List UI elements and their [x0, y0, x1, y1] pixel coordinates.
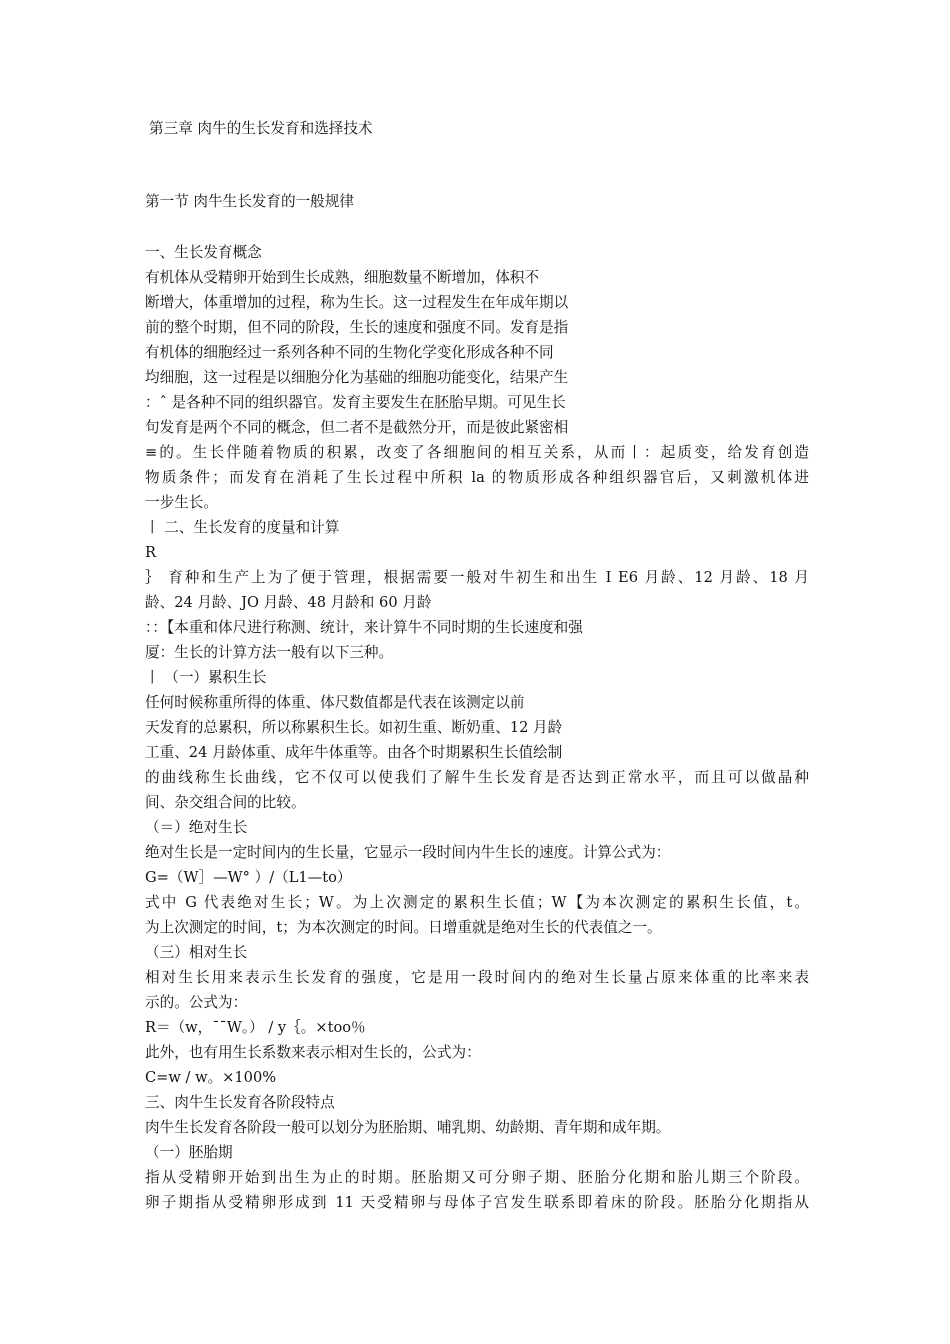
heading-cumulative-growth: 丨 （一）累积生长 — [145, 669, 267, 686]
paragraph-line: ≡的。生长伴随着物质的积累，改变了各细胞间的相互关系，从而丨：起质变，给发育创造 — [145, 444, 809, 461]
paragraph-line: 有机体的细胞经过一系列各种不同的生物化学变化形成各种不同 — [145, 344, 554, 361]
paragraph-line: 前的整个时期，但不同的阶段，生长的速度和强度不同。发育是指 — [145, 319, 569, 336]
paragraph-line: 龄、24 月龄、JO 月龄、48 月龄和 60 月龄 — [145, 594, 432, 611]
paragraph-line: 示的。公式为： — [145, 994, 248, 1011]
formula-absolute-growth: G=（W］—W° ）/（L1—to） — [145, 869, 352, 886]
paragraph-line: 工重、24 月龄体重、成年牛体重等。由各个时期累积生长值绘制 — [145, 744, 563, 761]
formula-relative-growth: R＝（w，¯¯W。） / y｛。×too％ — [145, 1019, 366, 1036]
paragraph-line: 断增大，体重增加的过程，称为生长。这一过程发生在年成年期以 — [145, 294, 569, 311]
paragraph-line: 绝对生长是一定时间内的生长量，它显示一段时间内牛生长的速度。计算公式为： — [145, 844, 671, 861]
paragraph-line: 的曲线称生长曲线，它不仅可以使我们了解牛生长发育是否达到正常水平，而且可以做晶种 — [145, 769, 809, 786]
paragraph-line: 一步生长。 — [145, 494, 218, 511]
heading-growth-stages: 三、肉牛生长发育各阶段特点 — [145, 1094, 335, 1111]
chapter-title: 第三章 肉牛的生长发育和选择技术 — [149, 120, 373, 137]
paragraph-line: 厦：生长的计算方法一般有以下三种。 — [145, 644, 394, 661]
paragraph-line: ：ˆ 是各种不同的组织器官。发育主要发生在胚胎早期。可见生长 — [145, 394, 566, 411]
heading-growth-concept: 一、生长发育概念 — [145, 244, 262, 261]
paragraph-line: 均细胞，这一过程是以细胞分化为基础的细胞功能变化，结果产生 — [145, 369, 569, 386]
formula-growth-coefficient: C=w / w。×100% — [145, 1069, 277, 1086]
paragraph-line: 式中 G 代表绝对生长；W。为上次测定的累积生长值；W【为本次测定的累积生长值，t。 — [145, 894, 809, 911]
paragraph-line: ：：【本重和体尺进行称测、统计，来计算牛不同时期的生长速度和强 — [145, 619, 583, 636]
heading-measurement: 丨 二、生长发育的度量和计算 — [145, 519, 340, 536]
paragraph-line: 物质条件；而发育在消耗了生长过程中所积 la 的物质形成各种组织器官后，又刺激机体进 — [145, 469, 809, 486]
paragraph-line: R — [145, 544, 156, 561]
paragraph-line: 为上次测定的时间，t；为本次测定的时间。日增重就是绝对生长的代表值之一。 — [145, 919, 662, 936]
paragraph-line: ｝ 育种和生产上为了便于管理，根据需要一般对牛初生和出生 I E6 月龄、12 月龄、18 月 — [145, 569, 809, 586]
heading-absolute-growth: （＝）绝对生长 — [145, 819, 248, 836]
paragraph-line: 任何时候称重所得的体重、体尺数值都是代表在该测定以前 — [145, 694, 525, 711]
section-title: 第一节 肉牛生长发育的一般规律 — [145, 193, 354, 210]
paragraph-line: 天发育的总累积，所以称累积生长。如初生重、断奶重、12 月龄 — [145, 719, 563, 736]
paragraph-line: 相对生长用来表示生长发育的强度，它是用一段时间内的绝对生长量占原来体重的比率来表 — [145, 969, 809, 986]
paragraph-line: 有机体从受精卵开始到生长成熟，细胞数量不断增加，体积不 — [145, 269, 540, 286]
heading-embryo-stage: （一）胚胎期 — [145, 1144, 233, 1161]
paragraph-line: 指从受精卵开始到出生为止的时期。胚胎期又可分卵子期、胚胎分化期和胎儿期三个阶段。 — [145, 1169, 809, 1186]
paragraph-line: 间、杂交组合间的比较。 — [145, 794, 306, 811]
paragraph-line: 卵子期指从受精卵形成到 11 天受精卵与母体子宫发生联系即着床的阶段。胚胎分化期指从 — [145, 1194, 809, 1211]
paragraph-line: 肉牛生长发育各阶段一般可以划分为胚胎期、哺乳期、幼龄期、青年期和成年期。 — [145, 1119, 671, 1136]
paragraph-line: 句发育是两个不同的概念，但二者不是截然分开，而是彼此紧密相 — [145, 419, 569, 436]
heading-relative-growth: （三）相对生长 — [145, 944, 248, 961]
paragraph-line: 此外，也有用生长系数来表示相对生长的，公式为： — [145, 1044, 481, 1061]
